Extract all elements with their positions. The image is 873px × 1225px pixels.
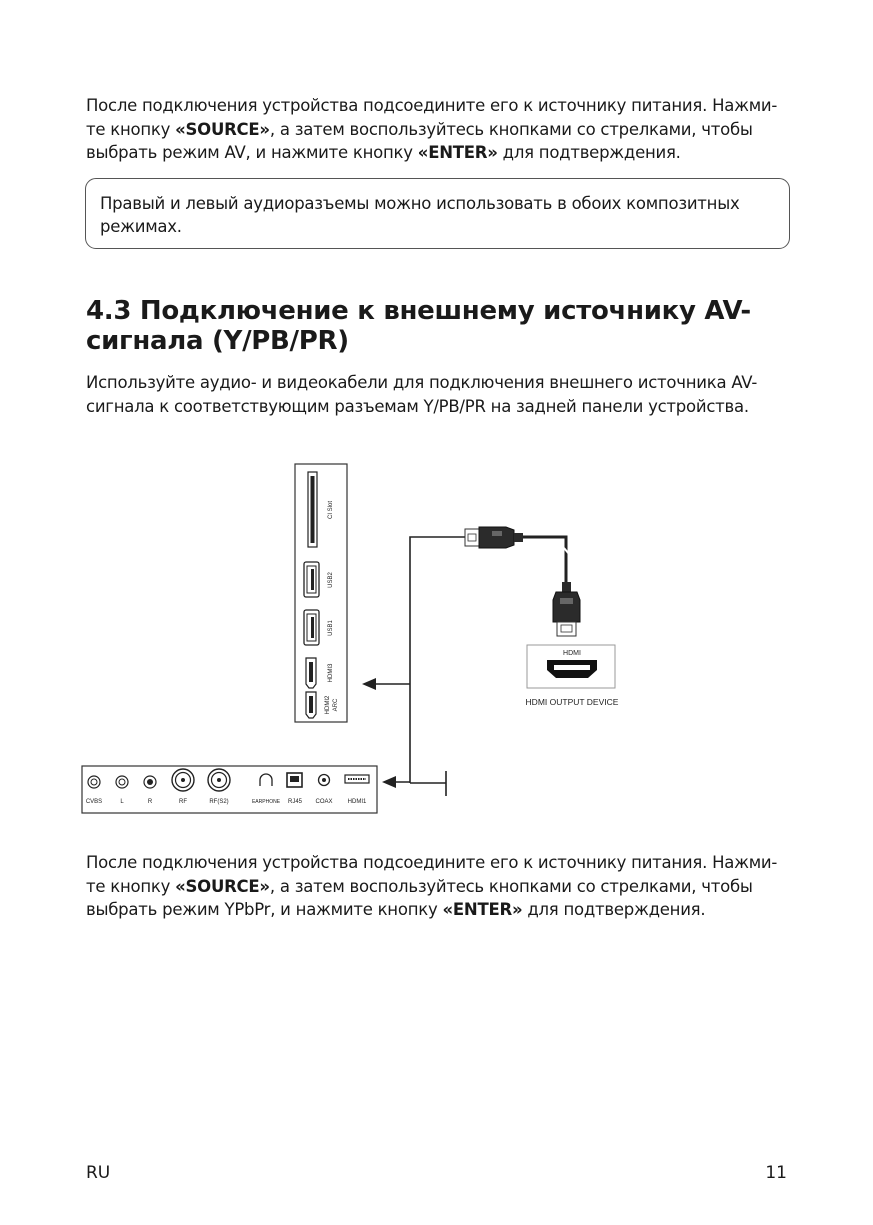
arrow-to-bottom-panel — [382, 776, 396, 788]
hdmi3-label: HDMI3 — [328, 663, 334, 683]
earphone-label: EARPHONE — [251, 799, 281, 805]
arc-label: ARC — [333, 698, 339, 712]
section-intro: Используйте аудио- и видеокабели для подключения внешнего источника AV-сигнала к соответствующим разъемам Y/PB/PR на задней панели устройства. — [86, 373, 758, 416]
hdmi-plug-vertical-icon — [553, 582, 580, 636]
arrow-to-side-panel — [362, 678, 376, 690]
enter-key-label: «ENTER» — [417, 143, 498, 162]
source-key-label: «SOURCE» — [175, 876, 270, 896]
side-panel — [295, 464, 347, 722]
hdmi1-label: HDMI1 — [347, 799, 367, 805]
section-heading: 4.3 Подключение к внешнему источнику AV-сигнала (Y/PB/PR) — [86, 296, 751, 356]
coax-label: COAX — [315, 799, 333, 805]
paragraph-text: После подключения устройства подсоедините его к источнику питания. Нажми-те кнопку — [86, 853, 778, 896]
footer-language: RU — [86, 1163, 111, 1183]
paragraph-text: После подключения устройства подсоедините его к источнику питания. Нажми-те кнопку — [86, 96, 778, 139]
cable-lines — [372, 537, 465, 796]
rf-s2-connector-icon — [208, 769, 230, 791]
rj45-label: RJ45 — [287, 799, 303, 805]
paragraph-text: для подтверждения. — [497, 143, 681, 162]
device-port-label: HDMI — [563, 650, 581, 657]
ci-slot-label: CI Slot — [328, 500, 334, 520]
audio-l-label: L — [120, 799, 124, 805]
paragraph-text: для подтверждения. — [522, 900, 706, 919]
enter-key-label: «ENTER» — [442, 900, 523, 919]
instruction-paragraph-av — [86, 94, 791, 165]
hdmi2-label: HDMI2 — [325, 695, 331, 715]
connection-diagram — [80, 462, 640, 820]
usb2-label: USB2 — [328, 572, 334, 588]
paragraph-text: , а затем воспользуйтесь кнопками со стрелками, чтобы выбрать режим YPbPr, и нажмите кнопку — [86, 876, 753, 919]
rf-s2-label: RF(S2) — [209, 799, 229, 805]
rf-connector-icon — [172, 769, 194, 791]
usb1-label: USB1 — [328, 620, 334, 636]
audio-r-label: R — [147, 799, 153, 805]
page-number: 11 — [765, 1163, 787, 1183]
hdmi-plug-horizontal-icon — [465, 527, 523, 548]
rf-label: RF — [179, 799, 187, 805]
hdmi-cable — [523, 537, 566, 584]
bottom-panel — [82, 766, 377, 813]
note-box: Правый и левый аудиоразъемы можно использовать в обоих композитных режимах. — [85, 178, 790, 249]
cvbs-label: CVBS — [85, 799, 103, 805]
instruction-paragraph-ypbpr — [86, 851, 791, 922]
device-label: HDMI OUTPUT DEVICE — [525, 697, 619, 707]
paragraph-text: , а затем воспользуйтесь кнопками со стрелками, чтобы выбрать режим AV, и нажмите кнопку — [86, 119, 753, 162]
source-key-label: «SOURCE» — [175, 119, 270, 139]
